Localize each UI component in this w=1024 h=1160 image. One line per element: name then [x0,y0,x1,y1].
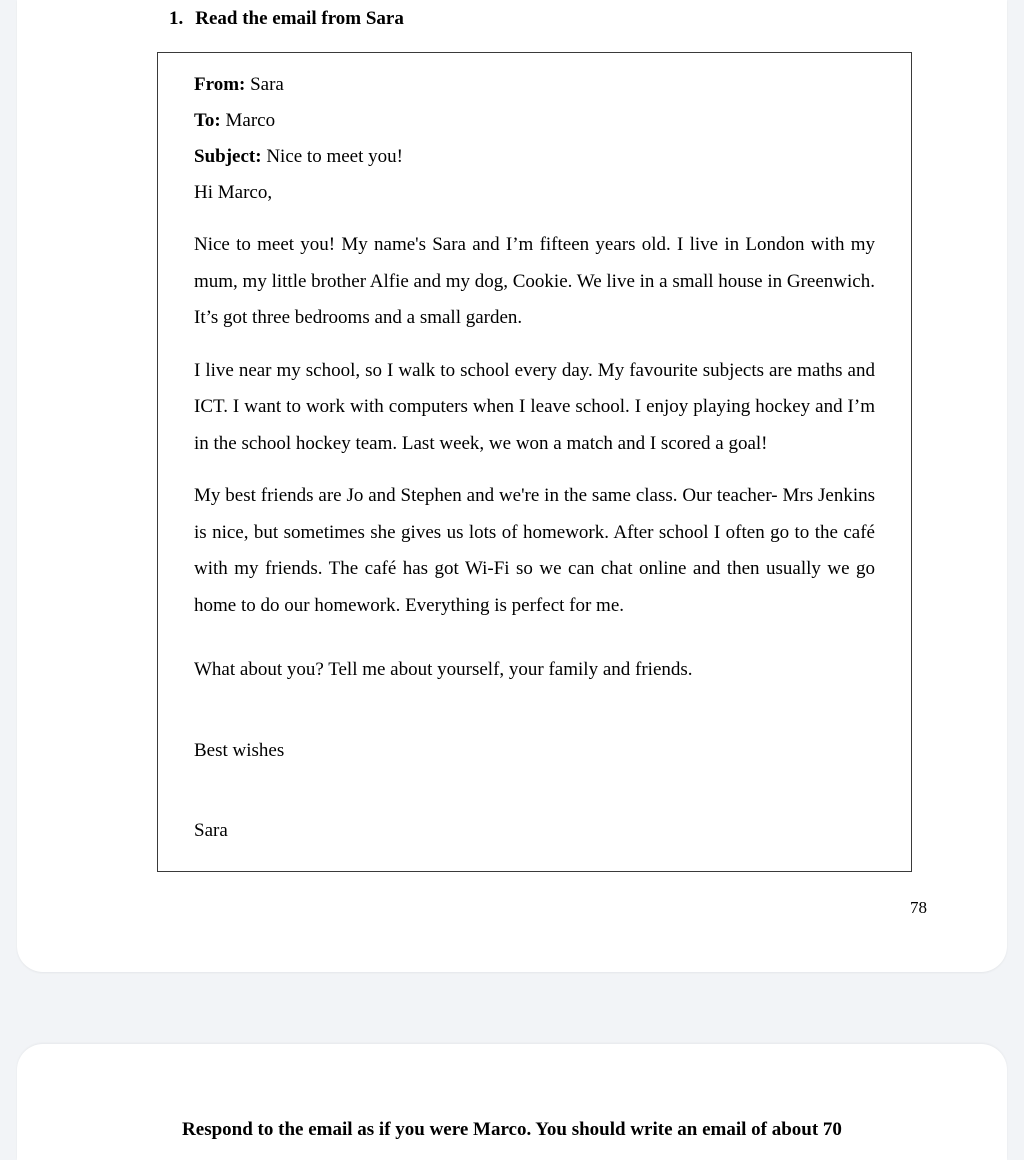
next-page-prompt: Respond to the email as if you were Marco. You should write an email of about 70 [182,1119,842,1140]
email-from-value: Sara [250,74,284,95]
email-subject-label: Subject: [194,146,262,168]
email-to-value: Marco [225,110,276,132]
email-paragraph-1: Nice to meet you! My name's Sara and I’m fifteen years old. I live in London with my mum, my little brother Alfie and my dog, Cookie. We live in a small house in Greenwich. It’s got three bedrooms and a small garden. [194,234,875,329]
email-question: What about you? Tell me about yourself, your family and friends. [194,659,693,681]
document-page-79 [17,1044,1007,1160]
email-to-line [194,103,875,139]
email-body-box [157,52,912,872]
email-paragraph-3: My best friends are Jo and Stephen and we're in the same class. Our teacher- Mrs Jenkins is nice, but sometimes she gives us lots of homework. After school I often go to the café with my friends. The café has got Wi-Fi so we can chat online and then usually we go home to do our homework. Everything is perfect for me. [194,485,875,616]
email-signature: Sara [194,820,228,841]
email-from-label: From: [194,74,246,95]
email-closing: Best wishes [194,739,285,761]
email-to-label: To: [194,110,221,132]
email-paragraph-2: I live near my school, so I walk to school every day. My favourite subjects are maths and ICT. I want to work with computers when I leave school. I enjoy playing hockey and I’m in the school hockey team. Last week, we won a match and I scored a goal! [194,359,875,454]
task-number: 1. [169,8,184,29]
task-heading [17,0,1007,30]
page-right-margin [1007,0,1024,1160]
email-subject-line [194,139,875,175]
page-separator [0,972,1024,1044]
page-number: 78 [910,898,927,918]
task-instruction: Read the email from Sara [195,8,404,29]
email-from-line [194,67,875,103]
document-page-78 [17,0,1007,972]
page-left-margin [0,0,17,1160]
email-subject-value: Nice to meet you! [266,146,403,168]
email-greeting: Hi Marco, [194,182,273,204]
